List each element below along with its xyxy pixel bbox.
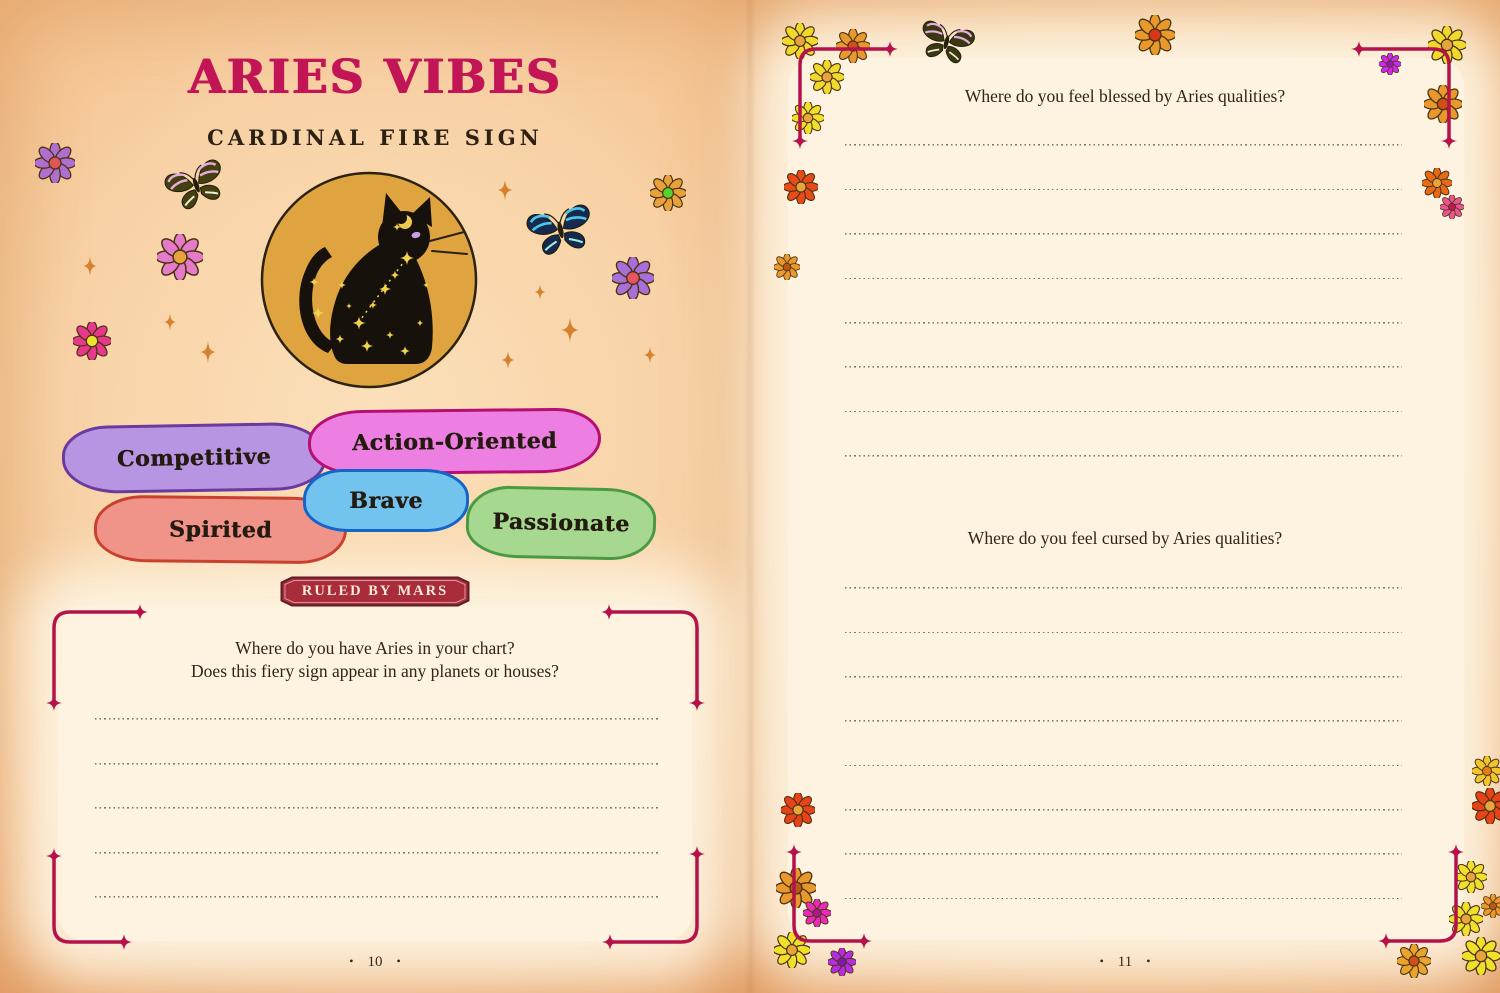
ruled-line xyxy=(845,277,1402,279)
ruled-line xyxy=(845,631,1402,633)
ruled-line xyxy=(95,896,660,898)
page-number: 10 xyxy=(367,954,383,970)
trait-bubble-action-oriented: Action-Oriented xyxy=(308,407,602,475)
ruled-line xyxy=(845,676,1402,678)
ruled-line xyxy=(845,587,1402,589)
page-seam xyxy=(744,0,756,993)
question-cursed: Where do you feel cursed by Aries qualities? xyxy=(967,528,1283,548)
ruled-line xyxy=(95,763,660,765)
prompt-line-2: Does this fiery sign appear in any planets or houses? xyxy=(191,661,559,681)
black-cat-constellation-icon xyxy=(254,165,484,395)
ruled-line xyxy=(845,764,1402,766)
ruled-line xyxy=(845,366,1402,368)
trait-bubble-spirited: Spirited xyxy=(94,495,348,565)
ruled-line xyxy=(845,853,1402,855)
ruled-line xyxy=(845,897,1402,899)
page-number: 11 xyxy=(1117,954,1133,970)
trait-bubble-brave: Brave xyxy=(303,469,469,532)
banner-label: RULED BY MARS xyxy=(301,583,449,599)
journal-prompt xyxy=(60,637,690,683)
ruled-line xyxy=(95,852,660,854)
page-subtitle: CARDINAL FIRE SIGN xyxy=(207,125,543,150)
pager-dot-icon: • xyxy=(396,954,401,968)
ruled-line xyxy=(845,322,1402,324)
page-number-left xyxy=(0,954,750,971)
right-page xyxy=(750,0,1500,993)
ruled-line xyxy=(845,188,1402,190)
prompt-line-1: Where do you have Aries in your chart? xyxy=(235,638,515,658)
ruled-line xyxy=(845,720,1402,722)
ruled-by-banner xyxy=(280,576,470,607)
aries-cat-emblem xyxy=(254,165,484,395)
ruled-line xyxy=(845,455,1402,457)
ruled-line xyxy=(845,410,1402,412)
pager-dot-icon: • xyxy=(349,954,354,968)
question-blessed: Where do you feel blessed by Aries qualities? xyxy=(964,86,1286,106)
ruled-line xyxy=(845,144,1402,146)
ruled-line xyxy=(95,807,660,809)
trait-bubble-passionate: Passionate xyxy=(465,485,656,561)
ruled-line xyxy=(95,718,660,720)
ruled-line xyxy=(845,233,1402,235)
trait-bubble-competitive: Competitive xyxy=(61,422,326,495)
page-title: ARIES VIBES xyxy=(188,50,562,105)
page-number-right xyxy=(750,954,1500,971)
pager-dot-icon: • xyxy=(1146,954,1151,968)
pager-dot-icon: • xyxy=(1099,954,1104,968)
ruled-line xyxy=(845,809,1402,811)
